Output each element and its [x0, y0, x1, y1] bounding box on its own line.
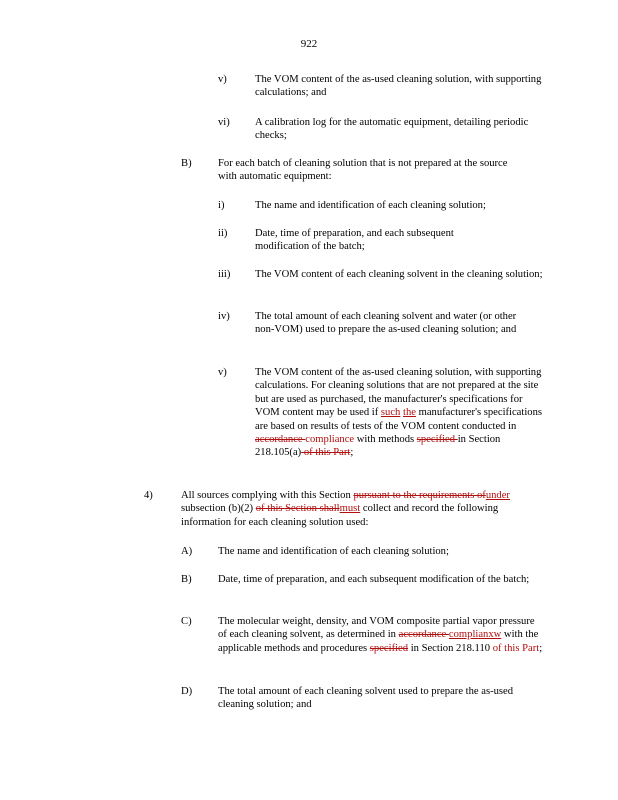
item-marker: 4): [144, 490, 153, 501]
item-marker: iv): [218, 311, 230, 322]
item-marker: D): [181, 686, 193, 697]
text-run: The molecular weight, density, and VOM composite partial vapor pressure of each cleaning solvent, as determined in: [218, 616, 535, 641]
item-marker: B): [181, 574, 192, 585]
item-marker: v): [218, 74, 227, 85]
text-run: All sources complying with this Section: [181, 490, 354, 501]
text-run: in Section 218.105(a): [255, 434, 501, 459]
item-text: The total amount of each cleaning solvent and water (or other non-VOM) used to prepare the as-used cleaning solution; and: [255, 311, 517, 336]
item-text: Date, time of preparation, and each subsequent modification of the batch;: [218, 574, 530, 585]
item-marker: v): [218, 367, 227, 378]
item-text: The total amount of each cleaning solvent used to prepare the as-used cleaning solution; and: [218, 686, 514, 711]
page-number: 922: [300, 38, 318, 50]
deleted-text: specified: [416, 434, 458, 446]
item-text: [255, 366, 547, 460]
deleted-text: of this Section shall: [255, 503, 340, 515]
deleted-text: pursuant to the requirements of: [353, 490, 486, 501]
deleted-text: accordance: [398, 629, 449, 641]
item-marker: i): [218, 200, 225, 211]
item-marker: A): [181, 546, 193, 557]
deleted-text: specified: [369, 642, 409, 654]
deleted-text: of this Part: [301, 447, 351, 459]
inserted-text: the: [403, 407, 416, 419]
item-marker: ii): [218, 228, 228, 239]
text-run: with methods: [354, 434, 417, 446]
item-text: The name and identification of each cleaning solution;: [255, 200, 486, 211]
inserted-text: compliance: [305, 434, 355, 446]
item-text: Date, time of preparation, and each subsequent modification of the batch;: [255, 228, 454, 253]
item-text: [181, 489, 543, 529]
item-marker: vi): [218, 117, 230, 128]
item-text: A calibration log for the automatic equipment, detailing periodic checks;: [255, 117, 529, 142]
text-run: The VOM content of the as-used cleaning solution, with supporting calculations. For cleaning solutions that are not prepared at the site but are used as purchased, the manufacturer's specifications for VOM content may be used if: [255, 367, 542, 419]
text-run: collect and record the following information for each cleaning solution used:: [181, 503, 499, 528]
text-run: ;: [350, 447, 354, 459]
inserted-text: under: [485, 490, 510, 501]
text-run: in Section 218.110: [408, 642, 493, 654]
deleted-text: accordance: [255, 434, 306, 446]
inserted-text: complianxw: [448, 629, 502, 641]
item-marker: iii): [218, 269, 231, 280]
text-run: with the applicable methods and procedures: [218, 629, 539, 654]
inserted-text: such: [380, 407, 401, 419]
item-text: For each batch of cleaning solution that is not prepared at the source with automatic equipment:: [218, 158, 508, 183]
text-run: ;: [539, 642, 543, 654]
item-text: The name and identification of each cleaning solution;: [218, 546, 449, 557]
item-text: [218, 615, 544, 655]
item-marker: C): [181, 616, 192, 627]
item-text: The VOM content of each cleaning solvent in the cleaning solution;: [255, 269, 543, 280]
text-run: subsection (b)(2): [181, 503, 256, 515]
item-text: The VOM content of the as-used cleaning solution, with supporting calculations; and: [255, 74, 542, 99]
item-marker: B): [181, 158, 192, 169]
inserted-text: of this Part: [492, 642, 540, 654]
text-run: manufacturer's specifications are based on results of tests of the VOM content conducted in: [255, 407, 542, 432]
inserted-text: must: [339, 503, 361, 515]
